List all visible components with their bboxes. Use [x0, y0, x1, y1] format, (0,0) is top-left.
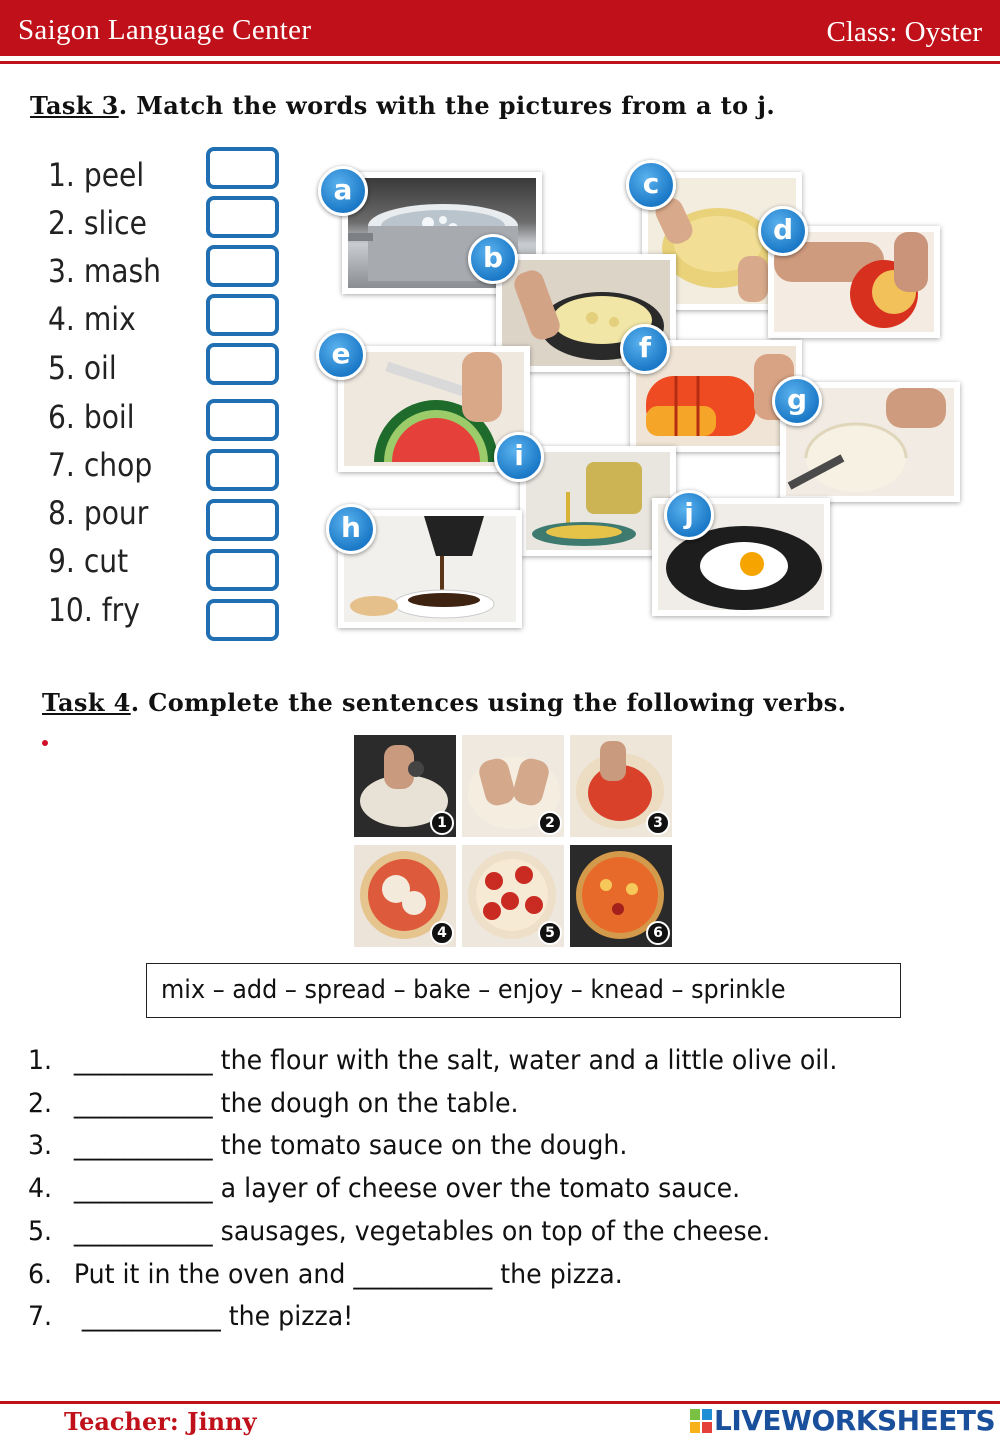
task3-instruction: . Match the words with the pictures from a to j. — [118, 91, 776, 120]
sentence-row — [28, 1130, 627, 1161]
pizza-step-6-photo — [570, 845, 672, 947]
word-item: 4. mix — [48, 300, 136, 338]
header-divider — [0, 61, 1000, 64]
answer-box-10[interactable] — [206, 599, 279, 641]
pizza-step-2-photo — [462, 735, 564, 837]
verb-bank-box — [146, 963, 901, 1018]
badge-h: h — [326, 504, 376, 554]
answer-box-8[interactable] — [206, 499, 279, 541]
word-item: 5. oil — [48, 349, 117, 387]
sentence-text[interactable]: ___________ the pizza! — [73, 1301, 354, 1332]
pizza-step-4-photo — [354, 845, 456, 947]
task3-name: Task 3 — [30, 91, 119, 120]
sentence-text[interactable]: ___________ sausages, vegetables on top of the cheese. — [73, 1216, 771, 1247]
class-name: Class: Oyster — [826, 16, 982, 48]
liveworksheets-wordmark: LIVEWORKSHEETS — [714, 1404, 996, 1437]
badge-a: a — [318, 166, 368, 216]
sentence-number: 1. — [28, 1045, 53, 1076]
sentence-number: 2. — [28, 1088, 53, 1119]
badge-g: g — [772, 376, 822, 426]
sentence-row — [28, 1216, 770, 1247]
sentence-text[interactable]: Put it in the oven and ___________ the pizza. — [73, 1259, 623, 1290]
badge-c: c — [626, 160, 676, 210]
sentence-row — [28, 1301, 353, 1332]
word-item: 1. peel — [48, 156, 145, 194]
pizza-step-5-photo — [462, 845, 564, 947]
sentence-number: 3. — [28, 1130, 53, 1161]
answer-box-7[interactable] — [206, 449, 279, 491]
sentence-number: 5. — [28, 1216, 53, 1247]
task4-heading — [42, 688, 846, 717]
sentence-number: 4. — [28, 1173, 53, 1204]
answer-box-6[interactable] — [206, 399, 279, 441]
task4-instruction: . Complete the sentences using the following verbs. — [130, 688, 847, 717]
sentence-number: 6. — [28, 1259, 53, 1290]
word-item: 2. slice — [48, 204, 147, 242]
pizza-steps-grid — [354, 735, 672, 947]
cooking-pictures-collage — [310, 150, 980, 650]
pizza-step-number: 4 — [430, 921, 454, 945]
word-item: 7. chop — [48, 446, 153, 484]
school-name: Saigon Language Center — [18, 14, 312, 46]
header-bar — [0, 0, 1000, 56]
badge-d: d — [758, 206, 808, 256]
badge-e: e — [316, 330, 366, 380]
sentence-text[interactable]: ___________ a layer of cheese over the tomato sauce. — [73, 1173, 741, 1204]
pizza-step-number: 5 — [538, 921, 562, 945]
word-item: 10. fry — [48, 591, 140, 629]
pizza-step-1-photo — [354, 735, 456, 837]
answer-box-9[interactable] — [206, 549, 279, 591]
liveworksheets-icon — [690, 1409, 712, 1433]
word-item: 3. mash — [48, 252, 162, 290]
answer-box-3[interactable] — [206, 245, 279, 287]
liveworksheets-logo[interactable] — [690, 1404, 995, 1437]
red-dot-marker — [42, 740, 48, 746]
sentence-row — [28, 1045, 837, 1076]
badge-i: i — [494, 432, 544, 482]
word-item: 8. pour — [48, 494, 149, 532]
teacher-name: Teacher: Jinny — [64, 1407, 257, 1436]
sentence-row — [28, 1173, 740, 1204]
badge-j: j — [664, 490, 714, 540]
task3-heading — [30, 91, 775, 120]
pizza-step-number: 6 — [646, 921, 670, 945]
word-item: 9. cut — [48, 542, 129, 580]
pizza-step-number: 3 — [646, 811, 670, 835]
sentence-text[interactable]: ___________ the dough on the table. — [73, 1088, 519, 1119]
badge-b: b — [468, 234, 518, 284]
answer-box-2[interactable] — [206, 196, 279, 238]
pizza-step-3-photo — [570, 735, 672, 837]
answer-box-5[interactable] — [206, 343, 279, 385]
pizza-step-number: 1 — [430, 811, 454, 835]
verb-bank-text: mix – add – spread – bake – enjoy – knead – sprinkle — [161, 975, 786, 1005]
pizza-step-number: 2 — [538, 811, 562, 835]
answer-box-1[interactable] — [206, 147, 279, 189]
sentence-row — [28, 1088, 519, 1119]
sentence-row — [28, 1259, 623, 1290]
sentence-text[interactable]: ___________ the flour with the salt, water and a little olive oil. — [73, 1045, 838, 1076]
sentence-text[interactable]: ___________ the tomato sauce on the dough. — [73, 1130, 628, 1161]
answer-box-4[interactable] — [206, 294, 279, 336]
badge-f: f — [620, 324, 670, 374]
sentence-number: 7. — [28, 1301, 53, 1332]
word-item: 6. boil — [48, 398, 135, 436]
task4-name: Task 4 — [42, 688, 131, 717]
